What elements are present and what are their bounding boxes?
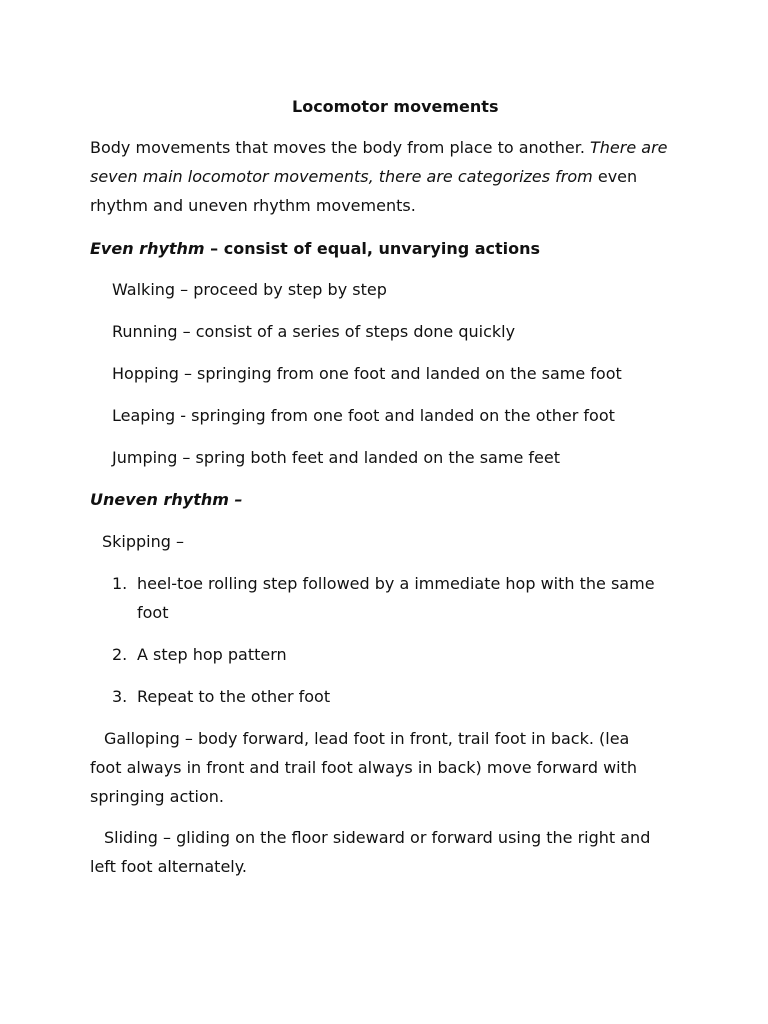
uneven-rhythm-heading: Uneven rhythm – (90, 490, 243, 509)
intro-text: even (592, 167, 638, 186)
intro-line-2 (90, 167, 637, 187)
galloping-line-2: foot always in front and trail foot always in back) move forward with (90, 758, 638, 777)
skipping-step-number: 1. (112, 574, 128, 593)
galloping-line-1: Galloping – body forward, lead foot in front, trail foot in back. (lea (104, 729, 630, 748)
skipping-step-text: foot (137, 603, 169, 622)
skipping-step-text: Repeat to the other foot (137, 687, 331, 706)
even-rhythm-item-leaping: Leaping - springing from one foot and landed on the other foot (112, 406, 615, 425)
skipping-label: Skipping – (102, 532, 185, 551)
sliding-line-2: left foot alternately. (90, 857, 248, 876)
galloping-line-3: springing action. (90, 787, 224, 806)
skipping-step-text: A step hop pattern (137, 645, 287, 664)
skipping-step-number: 3. (112, 687, 128, 706)
even-rhythm-heading-label: Even rhythm (90, 239, 205, 258)
even-rhythm-item-running: Running – consist of a series of steps done quickly (112, 322, 516, 341)
intro-line-1 (90, 138, 668, 158)
skipping-step-text: heel-toe rolling step followed by a immediate hop with the same (137, 574, 655, 593)
intro-text-italic: There are (590, 138, 668, 157)
even-rhythm-heading (90, 239, 540, 259)
intro-line-3: rhythm and uneven rhythm movements. (90, 196, 416, 215)
even-rhythm-item-jumping: Jumping – spring both feet and landed on the same feet (112, 448, 560, 467)
even-rhythm-heading-desc: – consist of equal, unvarying actions (204, 239, 541, 258)
even-rhythm-item-hopping: Hopping – springing from one foot and landed on the same foot (112, 364, 622, 383)
intro-text: Body movements that moves the body from place to another. (90, 138, 590, 157)
intro-text-italic: seven main locomotor movements, there are categorizes from (90, 167, 593, 186)
sliding-line-1: Sliding – gliding on the floor sideward or forward using the right and (104, 828, 651, 847)
skipping-step-number: 2. (112, 645, 128, 664)
even-rhythm-item-walking: Walking – proceed by step by step (112, 280, 387, 299)
document-title: Locomotor movements (292, 97, 499, 116)
